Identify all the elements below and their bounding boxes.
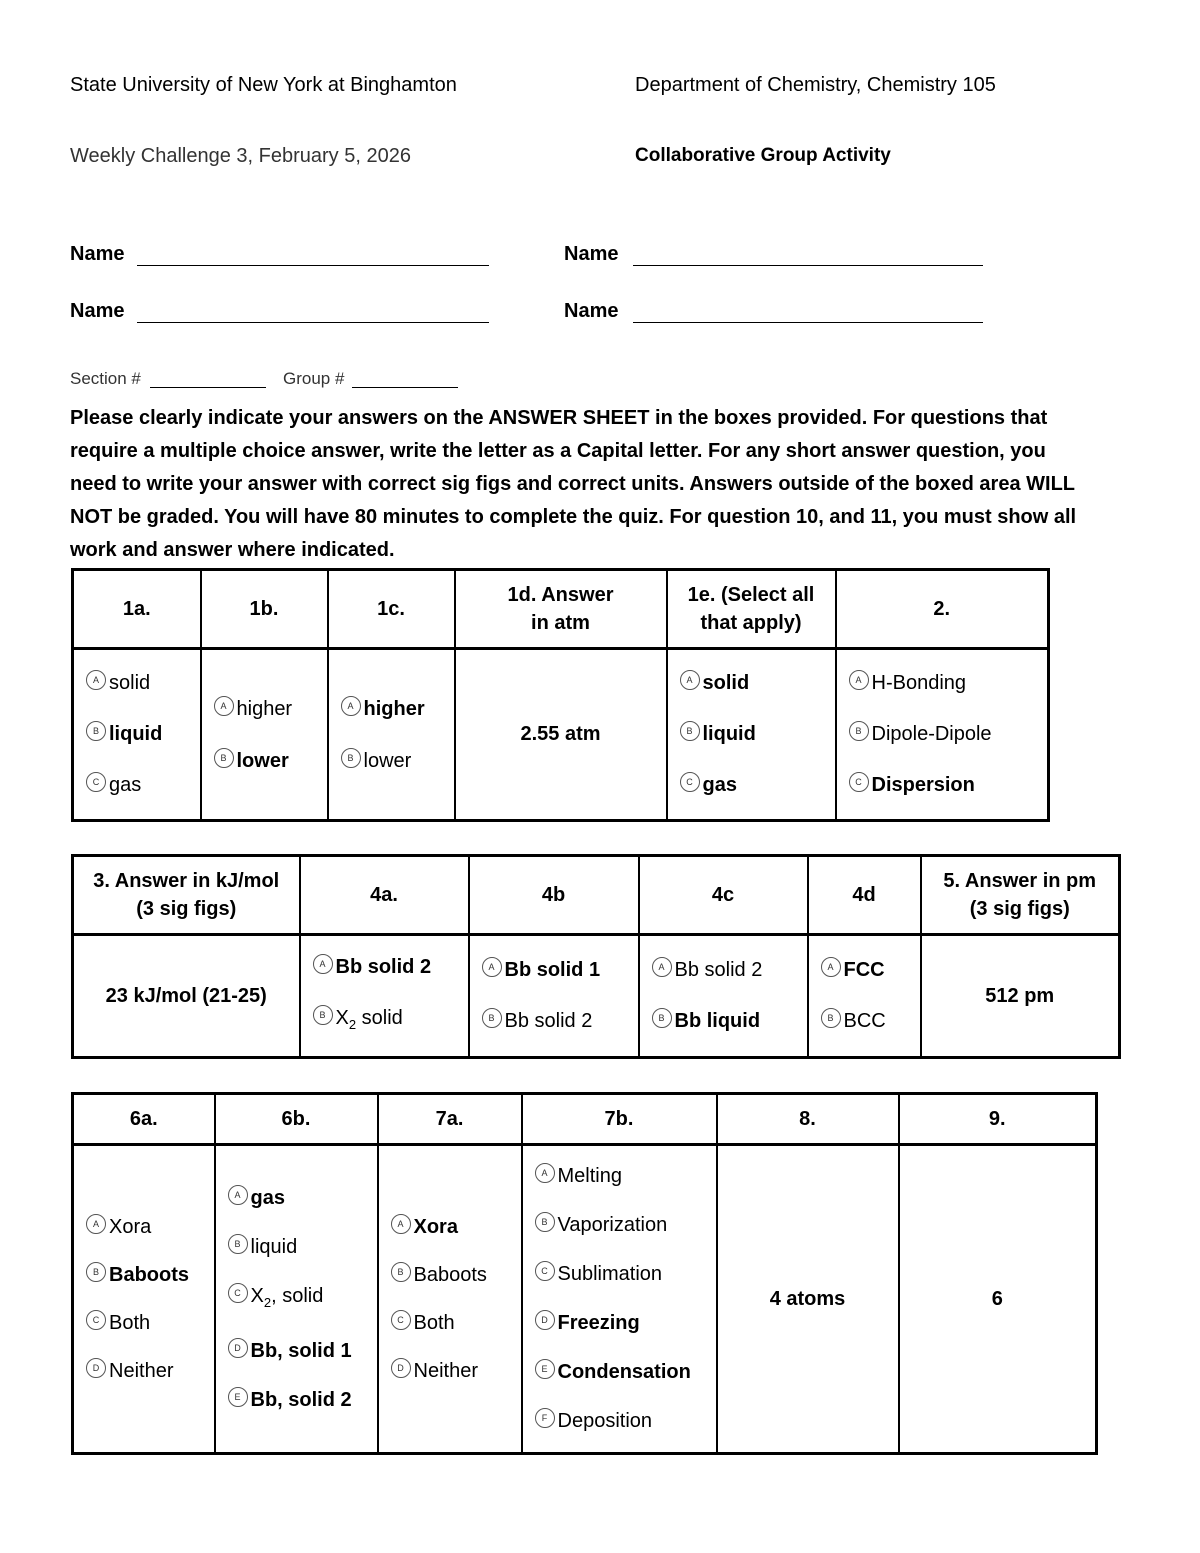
option-7b-e[interactable] [535, 1348, 716, 1397]
circle-a-icon: A [821, 957, 841, 977]
option-7b-a[interactable] [535, 1152, 716, 1201]
header-5-line: (3 sig figs) [969, 898, 1070, 920]
option-label: liquid [109, 723, 163, 745]
option-label: Vaporization [557, 1214, 668, 1236]
header-3-line: 3. Answer in kJ/mol [93, 870, 280, 892]
header-5-line: 5. Answer in pm [943, 870, 1097, 892]
option-7a-c[interactable] [391, 1299, 521, 1347]
name-label-4: Name [564, 300, 619, 322]
option-label: Condensation [557, 1361, 691, 1383]
option-label: X [250, 1284, 264, 1307]
option-label: Baboots [109, 1264, 189, 1286]
option-label: Deposition [557, 1410, 653, 1432]
name-field-3[interactable] [137, 322, 489, 323]
circle-b-icon: B [680, 721, 700, 741]
option-label: gas [109, 774, 142, 796]
name-label-1: Name [70, 243, 125, 265]
circle-a-icon: A [86, 1214, 106, 1234]
name-field-1[interactable] [137, 265, 489, 266]
header-1e-line: 1e. (Select all [687, 584, 815, 606]
activity-title: Collaborative Group Activity [635, 145, 891, 166]
circle-d-icon: D [86, 1358, 106, 1378]
answer-cell-4a [300, 935, 469, 1058]
header-2: 2. [836, 570, 1049, 649]
answer-cell-4c [639, 935, 808, 1058]
option-label: solid [702, 672, 750, 694]
header-1d-line: in atm [531, 612, 590, 634]
option-4a-a[interactable] [313, 942, 468, 993]
option-7b-c[interactable] [535, 1250, 716, 1299]
circle-d-icon: D [228, 1338, 248, 1358]
header-8: 8. [717, 1094, 899, 1145]
circle-c-icon: C [228, 1283, 248, 1303]
answer-3: 23 kJ/mol (21-25) [73, 935, 300, 1058]
option-6b-b[interactable] [228, 1223, 377, 1272]
header-4d: 4d [808, 856, 921, 935]
option-6a-a[interactable] [86, 1203, 214, 1251]
option-6b-e[interactable] [228, 1376, 377, 1425]
header-1a: 1a. [73, 570, 201, 649]
answer-5: 512 pm [921, 935, 1120, 1058]
answer-cell-4b [469, 935, 639, 1058]
circle-a-icon: A [86, 670, 106, 690]
answer-cell-1e [667, 649, 836, 821]
header-1e [667, 570, 836, 649]
answer-table-2 [71, 854, 1121, 1059]
circle-b-icon: B [86, 721, 106, 741]
subscript: 2 [263, 1294, 272, 1310]
answer-cell-1b [201, 649, 328, 821]
option-1e-b[interactable] [680, 709, 835, 760]
header-6a: 6a. [73, 1094, 215, 1145]
option-label: Freezing [557, 1312, 640, 1334]
option-2-a[interactable] [849, 658, 1048, 709]
option-1b-a[interactable] [214, 683, 327, 735]
answer-cell-1a [73, 649, 201, 821]
circle-b-icon: B [652, 1008, 672, 1028]
option-4a-b[interactable] [313, 993, 468, 1050]
option-4c-b[interactable] [652, 996, 807, 1047]
name-field-2[interactable] [633, 265, 983, 266]
header-1e-line: that apply) [700, 612, 802, 634]
option-6a-d[interactable] [86, 1347, 214, 1395]
header-7a: 7a. [378, 1094, 522, 1145]
option-label: Bb solid 1 [504, 959, 601, 981]
header-9: 9. [899, 1094, 1097, 1145]
circle-b-icon: B [341, 748, 361, 768]
circle-c-icon: C [391, 1310, 411, 1330]
option-label: Bb, solid 2 [250, 1388, 352, 1411]
option-label: lower [363, 749, 412, 772]
answer-1d: 2.55 atm [455, 649, 667, 821]
circle-d-icon: D [535, 1310, 555, 1330]
option-label: Both [413, 1312, 455, 1334]
option-1c-b[interactable] [341, 735, 454, 787]
option-label: BCC [843, 1010, 886, 1032]
circle-a-icon: A [228, 1185, 248, 1205]
option-2-b[interactable] [849, 709, 1048, 760]
option-7b-f[interactable] [535, 1397, 716, 1446]
option-7b-d[interactable] [535, 1299, 716, 1348]
instructions-line: work and answer where indicated. [70, 539, 395, 561]
option-7a-d[interactable] [391, 1347, 521, 1395]
circle-b-icon: B [391, 1262, 411, 1282]
name-label-2: Name [564, 243, 619, 265]
answer-cell-6b [215, 1145, 378, 1454]
header-6b: 6b. [215, 1094, 378, 1145]
name-field-4[interactable] [633, 322, 983, 323]
option-1b-b[interactable] [214, 735, 327, 787]
option-6a-c[interactable] [86, 1299, 214, 1347]
option-1a-a[interactable] [86, 658, 200, 709]
header-1b: 1b. [201, 570, 328, 649]
option-1e-a[interactable] [680, 658, 835, 709]
option-label: , solid [271, 1284, 324, 1307]
answer-cell-4d [808, 935, 921, 1058]
option-label: solid [356, 1007, 403, 1029]
circle-a-icon: A [313, 954, 333, 974]
option-4b-b[interactable] [482, 996, 638, 1047]
circle-a-icon: A [482, 957, 502, 977]
option-7a-b[interactable] [391, 1251, 521, 1299]
section-field[interactable] [150, 387, 266, 388]
option-label: Melting [557, 1165, 622, 1187]
department-title: Department of Chemistry, Chemistry 105 [635, 74, 996, 96]
header-7b: 7b. [522, 1094, 717, 1145]
option-label: gas [250, 1186, 285, 1209]
option-label: Sublimation [557, 1263, 663, 1285]
option-7a-a[interactable] [391, 1203, 521, 1251]
option-label: Neither [413, 1360, 478, 1382]
circle-a-icon: A [680, 670, 700, 690]
subscript: 2 [348, 1017, 357, 1032]
answer-cell-7b [522, 1145, 717, 1454]
option-4d-a[interactable] [821, 945, 920, 996]
circle-a-icon: A [535, 1163, 555, 1183]
option-4d-b[interactable] [821, 996, 920, 1047]
circle-c-icon: C [86, 772, 106, 792]
circle-a-icon: A [214, 696, 234, 716]
circle-b-icon: B [849, 721, 869, 741]
option-label: Baboots [413, 1264, 487, 1286]
option-label: liquid [702, 723, 756, 745]
circle-e-icon: E [535, 1359, 555, 1379]
group-label: Group # [283, 369, 345, 388]
option-label: Bb solid 2 [674, 959, 763, 981]
option-label: Both [109, 1312, 151, 1334]
header-1c: 1c. [328, 570, 455, 649]
option-7b-b[interactable] [535, 1201, 716, 1250]
header-5 [921, 856, 1120, 935]
option-6b-d[interactable] [228, 1327, 377, 1376]
challenge-title: Weekly Challenge 3, February 5, 2026 [70, 145, 411, 167]
circle-d-icon: D [391, 1358, 411, 1378]
answer-cell-1c [328, 649, 455, 821]
answer-cell-6a [73, 1145, 215, 1454]
answer-9: 6 [899, 1145, 1097, 1454]
circle-a-icon: A [341, 696, 361, 716]
group-field[interactable] [352, 387, 458, 388]
option-6a-b[interactable] [86, 1251, 214, 1299]
option-label: FCC [843, 959, 885, 981]
option-2-c[interactable] [849, 760, 1048, 811]
header-3-line: (3 sig figs) [136, 898, 237, 920]
circle-f-icon: F [535, 1408, 555, 1428]
circle-e-icon: E [228, 1387, 248, 1407]
circle-b-icon: B [86, 1262, 106, 1282]
circle-c-icon: C [680, 772, 700, 792]
option-label: gas [702, 774, 737, 796]
circle-b-icon: B [821, 1008, 841, 1028]
header-4b: 4b [469, 856, 639, 935]
option-1c-a[interactable] [341, 683, 454, 735]
option-label: Bb liquid [674, 1010, 761, 1032]
name-label-3: Name [70, 300, 125, 322]
option-label: higher [363, 697, 425, 720]
instructions-line: NOT be graded. You will have 80 minutes to complete the quiz. For question 10, and 11, you must show all [70, 506, 1077, 528]
option-label: Bb solid 2 [335, 956, 432, 978]
answer-cell-7a [378, 1145, 522, 1454]
option-1a-b[interactable] [86, 709, 200, 760]
circle-b-icon: B [228, 1234, 248, 1254]
option-1a-c[interactable] [86, 760, 200, 811]
header-4a: 4a. [300, 856, 469, 935]
header-4c: 4c [639, 856, 808, 935]
option-label: Bb, solid 1 [250, 1339, 352, 1362]
option-label: Xora [109, 1216, 152, 1238]
instructions-line: require a multiple choice answer, write the letter as a Capital letter. For any short answer question, you [70, 440, 1046, 462]
circle-b-icon: B [535, 1212, 555, 1232]
instructions-line: Please clearly indicate your answers on the ANSWER SHEET in the boxes provided. For questions that [70, 407, 1048, 429]
option-4b-a[interactable] [482, 945, 638, 996]
university-title: State University of New York at Binghamton [70, 74, 457, 96]
option-label: Dispersion [871, 774, 975, 796]
circle-b-icon: B [313, 1005, 333, 1025]
option-1e-c[interactable] [680, 760, 835, 811]
option-label: Bb solid 2 [504, 1010, 593, 1032]
option-label: Xora [413, 1216, 458, 1238]
option-label: liquid [250, 1235, 298, 1258]
option-label: Neither [109, 1360, 174, 1382]
circle-a-icon: A [652, 957, 672, 977]
section-label: Section # [70, 369, 141, 388]
option-label: X [335, 1007, 349, 1029]
option-label: Dipole-Dipole [871, 723, 992, 745]
answer-table-3 [71, 1092, 1098, 1455]
header-1d [455, 570, 667, 649]
circle-a-icon: A [849, 670, 869, 690]
option-label: solid [109, 672, 151, 694]
header-3 [73, 856, 300, 935]
option-6b-c[interactable] [228, 1272, 377, 1327]
circle-a-icon: A [391, 1214, 411, 1234]
header-1d-line: 1d. Answer [507, 584, 614, 606]
circle-c-icon: C [86, 1310, 106, 1330]
option-4c-a[interactable] [652, 945, 807, 996]
instructions [70, 402, 1130, 567]
circle-c-icon: C [535, 1261, 555, 1281]
circle-c-icon: C [849, 772, 869, 792]
answer-8: 4 atoms [717, 1145, 899, 1454]
option-6b-a[interactable] [228, 1174, 377, 1223]
answer-cell-2 [836, 649, 1049, 821]
option-label: lower [236, 749, 289, 772]
option-label: H-Bonding [871, 672, 967, 694]
instructions-line: need to write your answer with correct sig figs and correct units. Answers outside of the boxed area WILL [70, 473, 1076, 495]
answer-table-1 [71, 568, 1050, 822]
option-label: higher [236, 697, 293, 720]
circle-b-icon: B [214, 748, 234, 768]
circle-b-icon: B [482, 1008, 502, 1028]
